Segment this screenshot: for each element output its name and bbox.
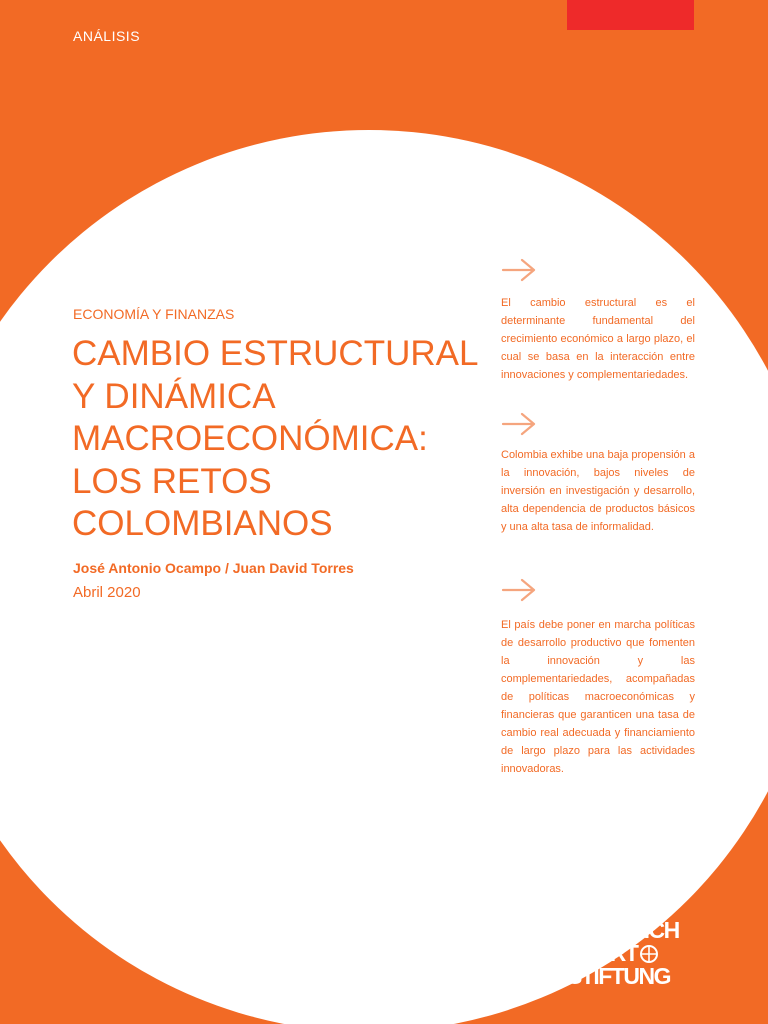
title-line: Y DINÁMICA [72,376,276,416]
friedrich-ebert-stiftung-logo [567,919,697,988]
red-accent-tab [567,0,694,30]
authors: José Antonio Ocampo / Juan David Torres [73,560,354,576]
title-line: LOS RETOS [72,461,272,501]
summary-text: El cambio estructural es el determinante fundamental del crecimiento económico a largo plazo, el cual se basa en la interacción entre innovaciones y complementariedades. [501,297,695,381]
arrow-right-icon [501,578,537,602]
globe-icon [639,944,659,964]
summary-text: Colombia exhibe una baja propensión a la innovación, bajos niveles de inversión en investigación y desarrollo, alta dependencia de productos básicos y una alta tasa de informalidad. [501,449,695,533]
summary-text: El país debe poner en marcha políticas de desarrollo productivo que fomenten la innovación y las complementariedades, acompañadas de políticas macroeconómicas y financieras que garanticen una tasa de cambio real adecuada y financiamiento de largo plazo para las actividades innovadoras. [501,619,695,775]
title-line: CAMBIO ESTRUCTURAL [72,334,479,373]
publication-date: Abril 2020 [73,584,141,601]
logo-line: EBERT [567,940,638,966]
page-title [72,333,482,546]
logo-line-ebert [567,942,697,965]
summary-point [501,258,695,384]
logo-line: STIFTUNG [567,963,670,989]
arrow-right-icon [501,258,537,282]
title-line: MACROECONÓMICA: [72,419,428,458]
category-label: ECONOMÍA Y FINANZAS [73,306,235,322]
logo-line: FRIEDRICH [567,917,679,943]
summary-point [501,412,695,536]
title-line: COLOMBIANOS [72,504,333,543]
arrow-right-icon [501,412,537,436]
summary-point [501,578,695,778]
series-label: ANÁLISIS [73,28,141,44]
